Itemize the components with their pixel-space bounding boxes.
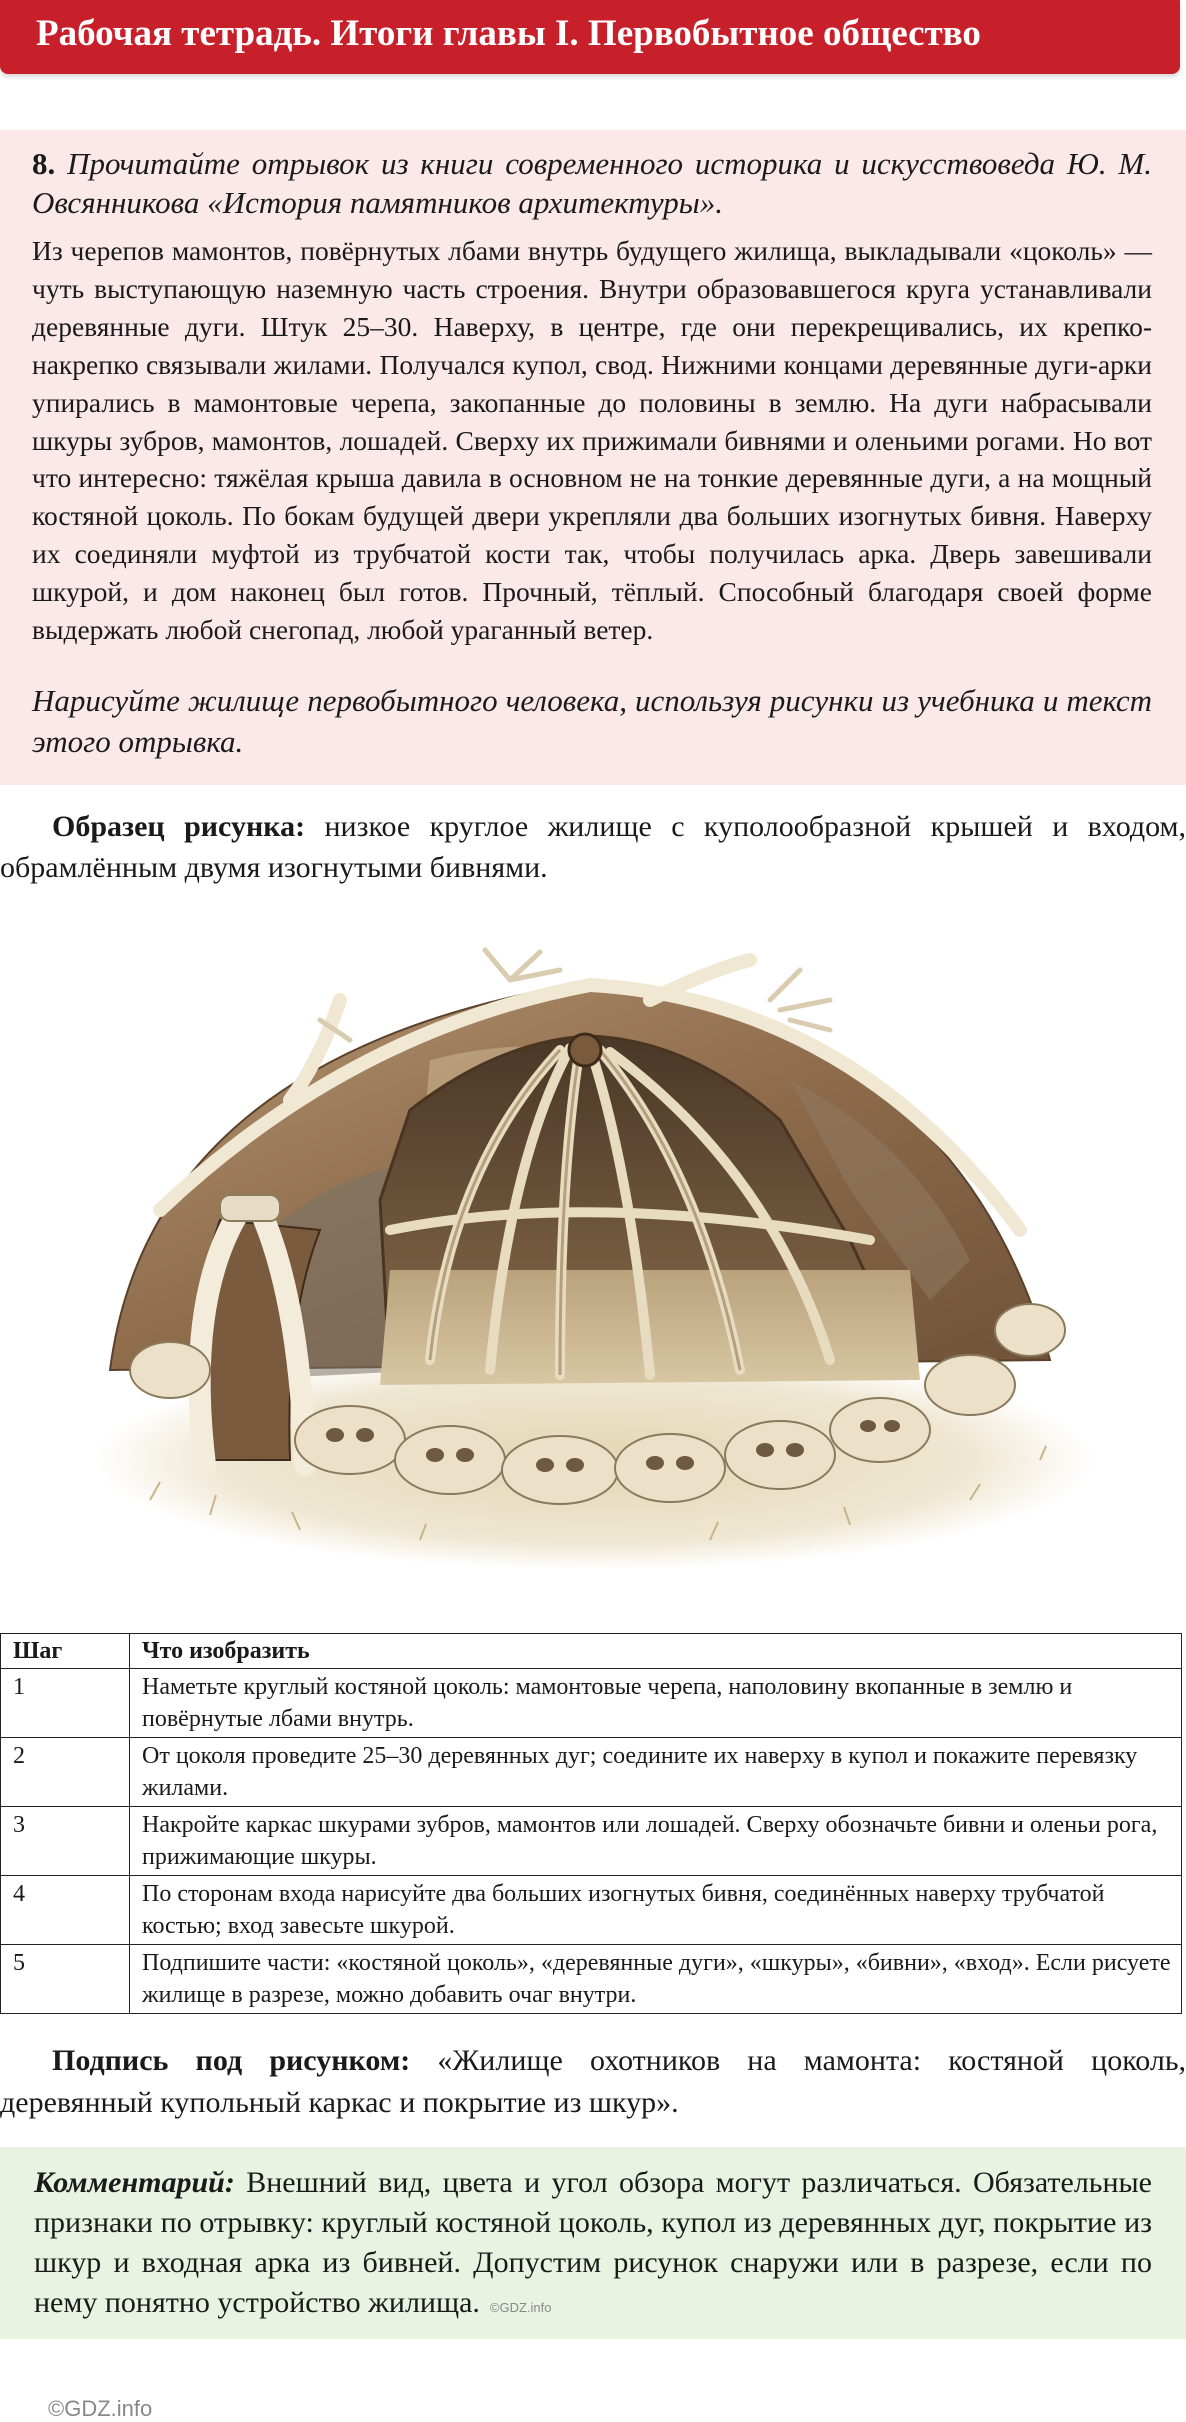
step-description: По сторонам входа нарисуйте два больших изогнутых бивня, соединённых наверху трубчатой костью; вход завесьте шкурой. (130, 1876, 1182, 1945)
table-row (1, 1807, 1182, 1876)
sample-description (0, 806, 1186, 888)
step-description: Наметьте круглый костяной цоколь: мамонтовые черепа, наполовину вкопанные в землю и повёрнутые лбами внутрь. (130, 1669, 1182, 1738)
table-row (1, 1738, 1182, 1807)
mammoth-bone-dwelling-image (90, 940, 1100, 1590)
inline-copyright: ©GDZ.info (489, 2300, 552, 2315)
step-description: Накройте каркас шкурами зубров, мамонтов или лошадей. Сверху обозначьте бивни и оленьи рога, прижимающие шкуры. (130, 1807, 1182, 1876)
page-title: Рабочая тетрадь. Итоги главы I. Первобытное общество (36, 13, 981, 54)
step-description: От цоколя проведите 25–30 деревянных дуг; соедините их наверху в купол и покажите перевязку жилами. (130, 1738, 1182, 1807)
comment-label: Комментарий: (34, 2166, 235, 2199)
caption-text: «Жилище охотников на мамонта: костяной цоколь, деревянный купольный каркас и покрытие из шкур». (0, 2044, 1186, 2119)
step-description: Подпишите части: «костяной цоколь», «деревянные дуги», «шкуры», «бивни», «вход». Если рисуете жилище в разрезе, можно добавить очаг внутри. (130, 1945, 1182, 2014)
steps-table (0, 1633, 1182, 2014)
table-row (1, 1945, 1182, 2014)
task-heading (32, 144, 1152, 222)
footer-copyright: ©GDZ.info (48, 2396, 153, 2421)
table-row (1, 1669, 1182, 1738)
page-header (0, 0, 1180, 74)
step-number: 5 (1, 1945, 130, 2014)
sample-text: низкое круглое жилище с куполообразной крышей и входом, обрамлённым двумя изогнутыми бивнями. (0, 810, 1186, 884)
excerpt-text: Из черепов мамонтов, повёрнутых лбами внутрь будущего жилища, выкладывали «цоколь» — чуть выступающую наземную часть строения. Внутри образовавшегося круга устанавливали деревянные дуги. Штук 25–30. Наверху, в центре, где они перекрещивались, их крепко-накрепко связывали жилами. Получался купол, свод. Нижними концами деревянные дуги-арки упирались в мамонтовые черепа, закопанные до половины в землю. На дуги набрасывали шкуры зубров, мамонтов, лошадей. Сверху их прижимали бивнями и оленьими рогами. Но вот что интересно: тяжёлая крыша давила в основном не на тонкие деревянные дуги, а на мощный костяной цоколь. По бокам будущей двери укрепляли два больших изогнутых бивня. Наверху их соединяли муфтой из трубчатой кости так, чтобы получилась арка. Дверь завешивали шкурой, и дом наконец был готов. Прочный, тёплый. Способный благодаря своей форме выдержать любой снегопад, любой ураганный ветер. (32, 235, 1152, 646)
comment-text (34, 2163, 1152, 2328)
step-number: 3 (1, 1807, 130, 1876)
comment-body: Внешний вид, цвета и угол обзора могут различаться. Обязательные признаки по отрывку: круглый костяной цоколь, купол из деревянных дуг, покрытие из шкур и входная арка из бивней. Допустим рисунок снаружи или в разрезе, если по нему понятно устройство жилища. (34, 2166, 1152, 2319)
comment-block (0, 2147, 1186, 2339)
table-row (1, 1876, 1182, 1945)
task-number: 8. (32, 146, 56, 181)
task-instruction: Нарисуйте жилище первобытного человека, используя рисунки из учебника и текст этого отрывка. (32, 683, 1152, 759)
dwelling-illustration (90, 940, 1100, 1590)
step-number: 1 (1, 1669, 130, 1738)
figure-caption (0, 2040, 1186, 2124)
table-header-row (1, 1634, 1182, 1669)
table-header-step: Шаг (1, 1634, 130, 1669)
sample-label: Образец рисунка: (52, 810, 306, 843)
step-number: 2 (1, 1738, 130, 1807)
task-block (0, 130, 1186, 785)
table-header-what: Что изобразить (130, 1634, 1182, 1669)
caption-label: Подпись под рисунком: (52, 2044, 411, 2077)
step-number: 4 (1, 1876, 130, 1945)
task-heading-text: Прочитайте отрывок из книги современного историка и искусствоведа Ю. М. Овсянникова «История памятников архитектуры». (32, 146, 1152, 220)
